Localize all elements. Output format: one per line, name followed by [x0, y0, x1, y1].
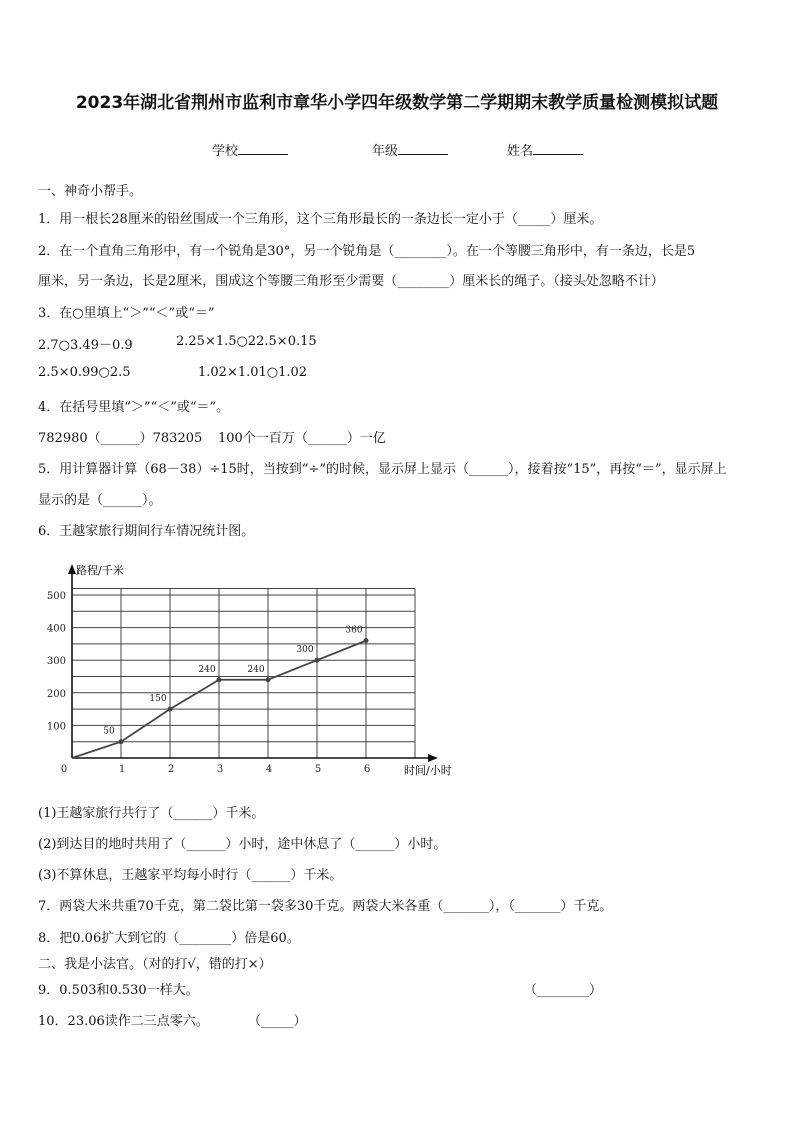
- section1-heading: 一、神奇小帮手。: [38, 184, 143, 199]
- name-label: 姓名: [507, 144, 534, 159]
- question-8: 8．把0.06扩大到它的（________）倍是60。: [38, 931, 300, 946]
- x-tick-label: 2: [167, 764, 175, 775]
- question-1: 1．用一根长28厘米的铅丝围成一个三角形，这个三角形最长的一条边长一定小于（_____）厘米。: [38, 212, 603, 227]
- data-label: 300: [296, 645, 314, 656]
- x-tick-label: 4: [265, 764, 273, 775]
- question-2-line1: 2．在一个直角三角形中，有一个锐角是30°，另一个锐角是（________）。在一个等腰三角形中，有一条边，长是5: [38, 244, 696, 259]
- school-field: [212, 140, 288, 159]
- name-blank[interactable]: [533, 142, 583, 155]
- y-tick-label: 200: [46, 688, 66, 700]
- question-9-answer-blank[interactable]: （________）: [524, 983, 603, 998]
- distance-time-line-chart: [36, 560, 476, 790]
- question-4-item-a: 782980（______）783205: [38, 431, 203, 446]
- school-label: 学校: [212, 144, 239, 159]
- data-point: [217, 677, 222, 682]
- question-3-heading: 3．在○里填上“＞”“＜”或“＝”: [38, 306, 215, 321]
- chart-ticks: [47, 591, 370, 775]
- data-point: [266, 677, 271, 682]
- question-3-item-c: 2.5×0.99○2.5: [38, 365, 131, 380]
- section2-heading: 二、我是小法官。（对的打√，错的打×）: [38, 957, 272, 972]
- y-axis-label: 路程/千米: [76, 564, 124, 577]
- question-9: 9．0.503和0.530一样大。: [38, 983, 199, 998]
- question-3-item-d: 1.02×1.01○1.02: [198, 365, 308, 380]
- data-label: 240: [247, 664, 265, 675]
- question-6-heading: 6．王越家旅行期间行车情况统计图。: [38, 524, 255, 539]
- question-3-item-b: 2.25×1.5○22.5×0.15: [176, 334, 317, 349]
- x-tick-label: 1: [118, 764, 126, 775]
- page-title: 2023年湖北省荆州市监利市章华小学四年级数学第二学期期末教学质量检测模拟试题: [75, 93, 719, 113]
- x-axis-label: 时间/小时: [404, 764, 452, 777]
- data-point: [364, 638, 369, 643]
- y-tick-label: 400: [46, 623, 66, 635]
- chart-axes: [68, 564, 438, 762]
- data-point: [119, 739, 124, 744]
- question-10: 10．23.06读作二三点零六。: [38, 1014, 209, 1029]
- data-point: [168, 707, 173, 712]
- question-4-heading: 4．在括号里填“＞”“＜”或“＝”。: [38, 400, 230, 415]
- question-6-part-2: (2)到达目的地时共用了（______）小时，途中休息了（______）小时。: [38, 837, 447, 852]
- x-tick-label: 5: [314, 764, 322, 775]
- grade-label: 年级: [372, 144, 399, 159]
- question-4-item-b: 100个一百万（______）一亿: [218, 431, 386, 446]
- question-7: 7．两袋大米共重70千克，第二袋比第一袋多30千克。两袋大米各重（_______），（_______）千克。: [38, 899, 613, 914]
- y-tick-label: 100: [46, 721, 66, 733]
- data-label: 150: [149, 694, 167, 705]
- x-axis-arrow: [428, 754, 438, 762]
- y-axis-arrow: [68, 564, 76, 574]
- question-6-part-1: (1)王越家旅行共行了（______）千米。: [38, 806, 265, 821]
- data-label: 50: [103, 726, 115, 737]
- data-label: 240: [198, 664, 216, 675]
- question-3-item-a: 2.7○3.49－0.9: [38, 338, 133, 353]
- data-label: 360: [345, 625, 363, 636]
- x-tick-label: 6: [363, 764, 371, 775]
- chart-series: [72, 626, 369, 758]
- x-tick-label: 0: [60, 764, 68, 775]
- grade-field: [372, 140, 448, 159]
- question-6-part-3: (3)不算休息，王越家平均每小时行（______）千米。: [38, 868, 343, 883]
- question-5-line1: 5．用计算器计算（68－38）÷15时，当按到“÷”的时候，显示屏上显示（______），接着按“15”，再按“＝”，显示屏上: [38, 462, 727, 477]
- name-field: [507, 140, 583, 159]
- question-2-line2: 厘米，另一条边，长是2厘米，围成这个等腰三角形至少需要（________）厘米长的绳子。（接头处忽略不计）: [38, 274, 664, 289]
- school-blank[interactable]: [238, 142, 288, 155]
- x-tick-label: 3: [216, 764, 224, 775]
- grade-blank[interactable]: [398, 142, 448, 155]
- question-10-answer-blank[interactable]: （_____）: [248, 1014, 307, 1029]
- data-point: [315, 658, 320, 663]
- y-tick-label: 300: [46, 656, 66, 668]
- y-tick-label: 500: [46, 591, 66, 602]
- chart-grid: [72, 588, 415, 758]
- question-5-line2: 显示的是（______）。: [38, 493, 162, 508]
